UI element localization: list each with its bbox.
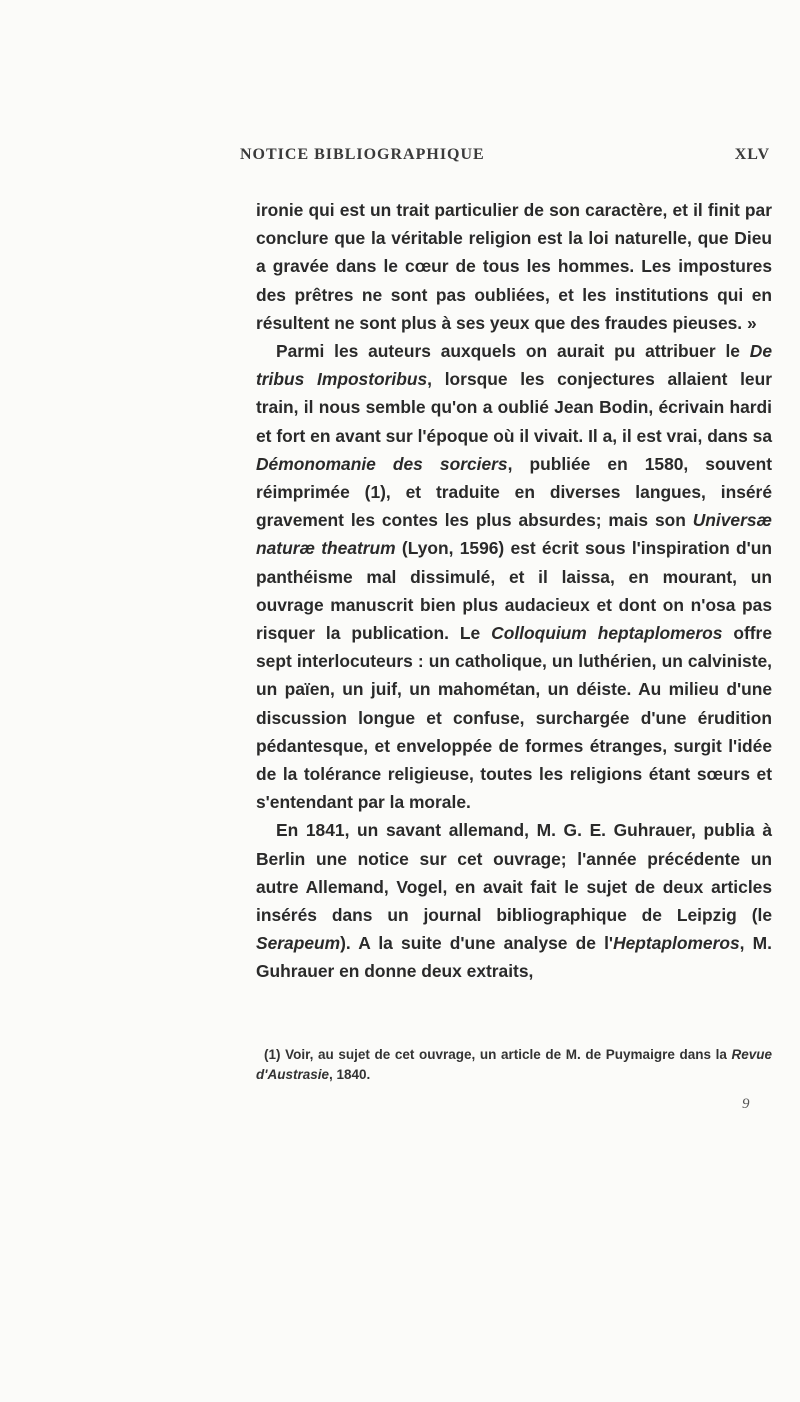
paragraph-2: Parmi les auteurs auxquels on aurait pu attribuer le De tribus Impostoribus, lorsque les conjectures allaient leur train, il nous semble qu'on a oublié Jean Bodin, écrivain hardi et fort en avant sur l'époque où il vivait. Il a, il est vrai, dans sa Démonomanie des sorciers, publiée en 1580, souvent réimprimée (1), et traduite en diverses langues, inséré gravement les contes les plus absurdes; mais son Universæ naturæ theatrum (Lyon, 1596) est écrit sous l'inspiration d'un panthéisme mal dissimulé, et il laissa, en mourant, un ouvrage manuscrit bien plus audacieux et dont on n'osa pas risquer la publication. Le Colloquium heptaplomeros offre sept interlocuteurs : un catholique, un luthérien, un calviniste, un païen, un juif, un mahométan, un déiste. Au milieu d'une discussion longue et confuse, surchargée d'une érudition pédantesque, et enveloppée de formes étranges, surgit l'idée de la tolérance religieuse, toutes les religions étant sœurs et s'entendant par la morale.	[256, 341, 772, 813]
title-heptaplomeros: Heptaplomeros	[613, 933, 740, 954]
main-text	[256, 196, 772, 986]
header-title: NOTICE BIBLIOGRAPHIQUE	[240, 146, 485, 163]
title-de-tribus: De tribus Impostoribus	[256, 341, 772, 390]
title-revue-austrasie: Revue d'Austrasie	[256, 1047, 772, 1082]
paragraph-1: ironie qui est un trait particulier de son caractère, et il finit par conclure que la véritable religion est la loi naturelle, que Dieu a gravée dans le cœur de tous les hommes. Les impostures des prêtres ne sont pas oubliées, et les institutions qui en résultent ne sont plus à ses yeux que des fraudes pieuses. »	[256, 200, 772, 333]
signature-mark: 9	[742, 1096, 750, 1112]
title-demonomanie: Démonomanie des sorciers	[256, 453, 508, 474]
page-number: XLV	[734, 146, 770, 163]
footnote: (1) Voir, au sujet de cet ouvrage, un article de M. de Puymaigre dans la Revue d'Austrasie, 1840.	[256, 1047, 772, 1082]
title-universae: Universæ naturæ theatrum	[256, 510, 772, 559]
title-colloquium: Colloquium heptaplomeros	[491, 623, 723, 644]
paragraph-3: En 1841, un savant allemand, M. G. E. Guhrauer, publia à Berlin une notice sur cet ouvrage; l'année précédente un autre Allemand, Vogel, en avait fait le sujet de deux articles insérés dans un journal bibliographique de Leipzig (le Serapeum). A la suite d'une analyse de l'Heptaplomeros, M. Guhrauer en donne deux extraits,	[256, 820, 772, 982]
title-serapeum: Serapeum	[256, 933, 341, 954]
